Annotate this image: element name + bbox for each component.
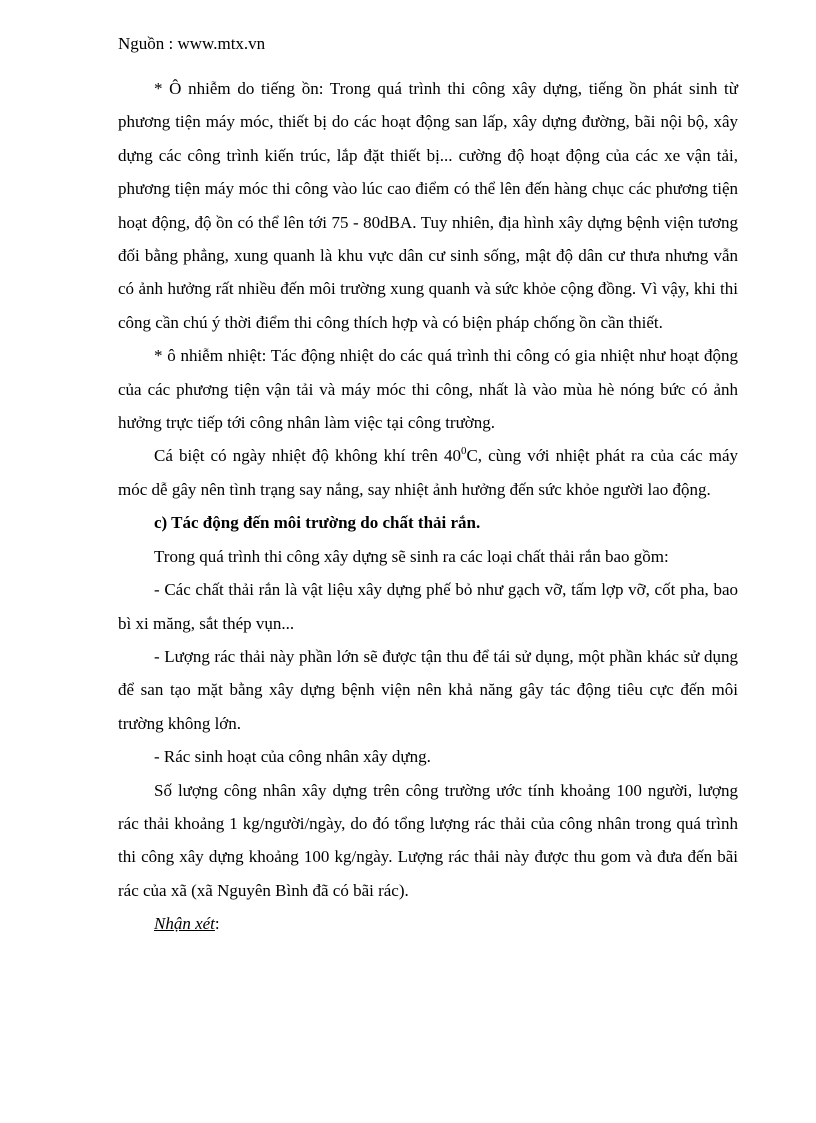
- temperature-text-before: Cá biệt có ngày nhiệt độ không khí trên 40: [154, 446, 461, 466]
- list-item-domestic-waste: - Rác sinh hoạt của công nhân xây dựng.: [154, 747, 431, 767]
- paragraph-worker-waste: Số lượng công nhân xây dựng trên công trường ước tính khoảng 100 người, lượng rác thải khoảng 1 kg/người/ngày, do đó tổng lượng rác thải của công nhân trong quá trình thi công xây dựng khoảng 100 kg/ngày. Lượng rác thải này được thu gom và đưa đến bãi rác của xã (xã Nguyên Bình đã có bãi rác).: [118, 780, 738, 900]
- remark-colon: :: [214, 914, 220, 934]
- source-line: Nguồn : www.mtx.vn: [118, 34, 266, 53]
- degree-superscript: 0: [460, 445, 467, 458]
- section-heading-solid-waste: c) Tác động đến môi trường do chất thải rắn.: [154, 513, 481, 533]
- remark-line: [118, 907, 738, 940]
- remark-label: Nhận xét: [154, 914, 215, 934]
- document-body: [118, 72, 738, 941]
- list-item-construction-waste: - Các chất thải rắn là vật liệu xây dựng phế bỏ như gạch vỡ, tấm lợp vỡ, cốt pha, bao bì xi măng, sắt thép vụn...: [118, 580, 738, 633]
- paragraph-solid-waste-intro: Trong quá trình thi công xây dựng sẽ sinh ra các loại chất thải rắn bao gồm:: [154, 546, 669, 566]
- paragraph-temperature: [118, 439, 738, 506]
- temperature-text-after: C, cùng với nhiệt phát ra của các máy móc dễ gây nên tình trạng say nắng, say nhiệt ảnh hưởng đến sức khỏe người lao động.: [118, 446, 738, 499]
- list-item-waste-reuse: - Lượng rác thải này phần lớn sẽ được tận thu để tái sử dụng, một phần khác sử dụng để san tạo mặt bằng xây dựng bệnh viện nên khả năng gây tác động tiêu cực đến môi trường không lớn.: [118, 646, 738, 733]
- paragraph-noise-pollution: * Ô nhiễm do tiếng ồn: Trong quá trình thi công xây dựng, tiếng ồn phát sinh từ phương tiện máy móc, thiết bị do các hoạt động san lấp, xây dựng đường, bãi nội bộ, xây dựng các công trình kiến trúc, lắp đặt thiết bị... cường độ hoạt động của các xe vận tải, phương tiện máy móc thi công vào lúc cao điểm có thể lên đến hàng chục các phương tiện hoạt động, độ ồn có thể lên tới 75 - 80dBA. Tuy nhiên, địa hình xây dựng bệnh viện tương đối bằng phẳng, xung quanh là khu vực dân cư sinh sống, mật độ dân cư thưa nhưng vẫn có ảnh hưởng rất nhiều đến môi trường xung quanh và sức khỏe cộng đồng. Vì vậy, khi thi công cần chú ý thời điểm thi công thích hợp và có biện pháp chống ồn cần thiết.: [118, 79, 738, 332]
- paragraph-heat-pollution: * ô nhiễm nhiệt: Tác động nhiệt do các quá trình thi công có gia nhiệt như hoạt động của các phương tiện vận tải và máy móc thi công, nhất là vào mùa hè nóng bức có ảnh hưởng trực tiếp tới công nhân làm việc tại công trường.: [118, 346, 738, 433]
